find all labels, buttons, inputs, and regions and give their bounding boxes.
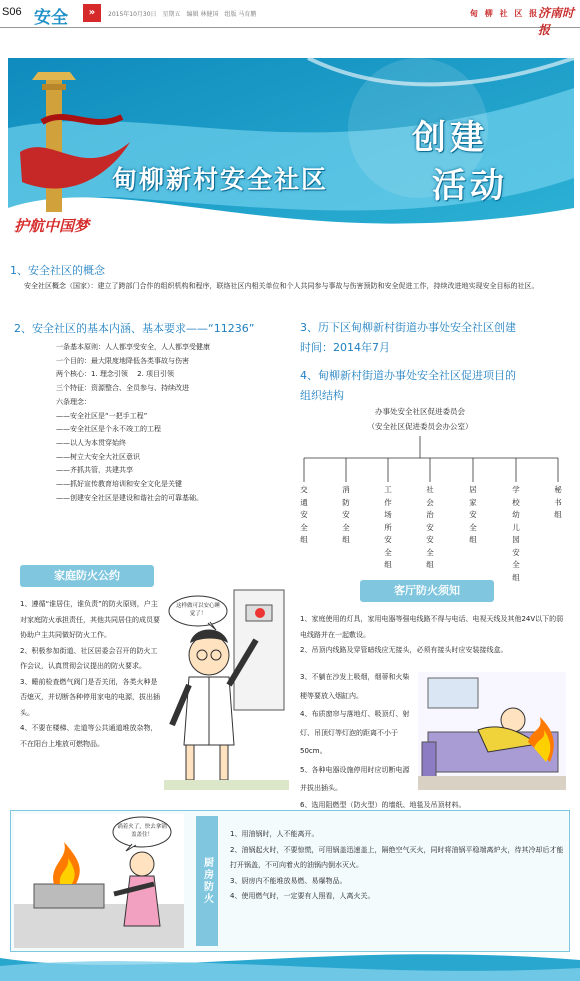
list-item: 5、各种电器设施停用时应切断电源并拔出插头。 bbox=[300, 765, 410, 792]
bottom-wave-decoration bbox=[0, 940, 580, 981]
living-fire-list-top bbox=[300, 612, 570, 659]
page-number: S06 bbox=[2, 6, 22, 18]
list-item: 一条基本原则：人人都享受安全，人人都享受健康 bbox=[56, 343, 210, 351]
list-item: ——树立大安全大社区意识 bbox=[56, 452, 140, 461]
family-fire-title: 家庭防火公约 bbox=[20, 565, 154, 587]
issue-meta: 2015年10月30日 星期五 编辑 林健国 组版 马育鹏 bbox=[108, 11, 257, 18]
org-top-line2: （安全社区促进委员会办公室） bbox=[367, 422, 473, 431]
list-item: 3、厨房内不能堆放易燃、易爆物品。 bbox=[230, 876, 347, 885]
section-1-text: 安全社区概念（国家）：建立了跨部门合作的组织机构和程序，联络社区内相关单位和个人共同参与事故与伤害预防和安全促进工作，持续改进地实现安全目标的社区。 bbox=[24, 282, 539, 290]
list-item: 2、油锅起火时，不要惊慌，可用锅盖迅速盖上，隔绝空气灭火，同时将油锅平稳端离炉火，待其冷却后才能打开锅盖，不可向着火的油锅内倒水灭火。 bbox=[230, 845, 564, 869]
kitchen-speech-text: 锅着火了，快去拿锅盖盖住！ bbox=[117, 824, 167, 838]
list-item: ——创建安全社区是建设和谐社会的可靠基础。 bbox=[56, 493, 203, 502]
org-node: 消防安全组 bbox=[342, 485, 350, 544]
org-node: 工作场所安全组 bbox=[384, 485, 392, 569]
section-3-heading-line2: 时间：2014年7月 bbox=[300, 341, 390, 354]
org-node: 社会治安安全组 bbox=[426, 485, 434, 569]
org-node: 学校幼儿园安全组 bbox=[512, 485, 520, 582]
list-item: 3、不躺在沙发上吸烟，烟蒂和火柴梗等要放入烟缸内。 bbox=[300, 673, 410, 700]
org-node: 交通安全组 bbox=[300, 485, 308, 544]
banner-word-create: 创建 bbox=[412, 118, 488, 158]
section-2-heading: 2、安全社区的基本内涵、基本要求——“11236” bbox=[14, 322, 255, 335]
paper-brand: 甸 柳 社 区 报 bbox=[470, 9, 540, 18]
section-1-heading: 1、安全社区的概念 bbox=[10, 264, 105, 277]
org-chart-top bbox=[330, 404, 510, 434]
kitchen-fire-list bbox=[230, 827, 566, 905]
section-3-heading bbox=[300, 318, 516, 358]
list-item: 1、家庭使用的灯具，家用电器等强电线路不得与电话、电视天线及其他24V以下的弱电线路并在一起敷设。 bbox=[300, 615, 564, 639]
list-item: ——抓好宣传教育培训和安全文化是关键 bbox=[56, 480, 182, 489]
list-item: 4、使用燃气时，一定要有人照看，人离火关。 bbox=[230, 892, 375, 900]
banner-word-activity: 活动 bbox=[432, 166, 508, 206]
page-header bbox=[0, 0, 580, 37]
list-item: 一个目的：最大限度地降低各类事故与伤害 bbox=[56, 356, 189, 365]
list-item: 六条理念： bbox=[56, 397, 91, 406]
list-item: 三个特征：资源整合、全员参与、持续改进 bbox=[56, 384, 189, 393]
list-item: ——以人为本贯穿始终 bbox=[56, 438, 126, 447]
list-item: ——安全社区是个永不竣工的工程 bbox=[56, 425, 161, 434]
living-fire-list-middle bbox=[300, 668, 410, 798]
kitchen-label: 厨房防火 bbox=[196, 816, 218, 946]
section-4-heading bbox=[300, 366, 516, 406]
list-item: 3、睡前检查燃气阀门是否关闭，各类火种是否熄灭，并切断各种停用家电的电源，拔出插头。 bbox=[20, 677, 160, 717]
org-chart-lines bbox=[290, 436, 570, 486]
list-item: 4、布质窗帘与落地灯、吸顶灯、射灯、吊顶灯等灯泡的距离不小于50cm。 bbox=[300, 710, 410, 755]
list-item: 6、选用阻燃型（防火型）的墙纸、地毯及吊顶材料。 bbox=[300, 801, 466, 809]
section-2-list bbox=[56, 341, 296, 505]
section-title: 安全 bbox=[34, 8, 68, 28]
section-arrow-icon: » bbox=[83, 4, 101, 22]
list-item: 2、吊顶内线路及穿管暗线应无接头，必须有接头时应安装接线盒。 bbox=[300, 646, 508, 654]
paper-logo: 济南时报 bbox=[538, 6, 575, 37]
sofa-fire-illustration bbox=[418, 672, 566, 790]
banner-title: 甸柳新村安全社区 bbox=[112, 165, 329, 194]
list-item: ——安全社区是“一把手工程” bbox=[56, 411, 148, 420]
list-item: 1、用油锅时，人不能离开。 bbox=[230, 830, 319, 838]
man-speech-text: 这样做可以安心睡觉了！ bbox=[175, 603, 220, 617]
section-4-heading-line1: 4、甸柳新村街道办事处安全社区促进项目的 bbox=[300, 369, 516, 382]
section-3-heading-line1: 3、历下区甸柳新村街道办事处安全社区创建 bbox=[300, 321, 516, 334]
huabiao-pillar-icon bbox=[12, 62, 132, 222]
org-node: 居家安全组 bbox=[469, 485, 477, 544]
section-4-heading-line2: 组织结构 bbox=[300, 389, 344, 402]
list-item: 2、积极参加街道、社区居委会召开的防火工作会议，认真贯彻会议提出的防火要求。 bbox=[20, 646, 158, 670]
list-item: 两个核心：1. 理念引领 2. 项目引领 bbox=[56, 370, 175, 379]
banner-slogan: 护航中国梦 bbox=[14, 217, 90, 235]
list-item: 4、不要在楼梯、走道等公共通道堆放杂物，不在阳台上堆放可燃物品。 bbox=[20, 724, 158, 748]
list-item: ——齐抓共管，共建共享 bbox=[56, 466, 133, 475]
org-top-line1: 办事处安全社区促进委员会 bbox=[375, 407, 465, 416]
family-fire-list bbox=[20, 597, 160, 752]
living-room-fire-title: 客厅防火须知 bbox=[360, 580, 494, 602]
org-node: 秘书组 bbox=[554, 485, 562, 519]
list-item: 1、遵循“谁居住，谁负责”的防火原则，户主对家庭防火承担责任，其他共同居住的成员要协助户主共同做好防火工作。 bbox=[20, 600, 160, 639]
